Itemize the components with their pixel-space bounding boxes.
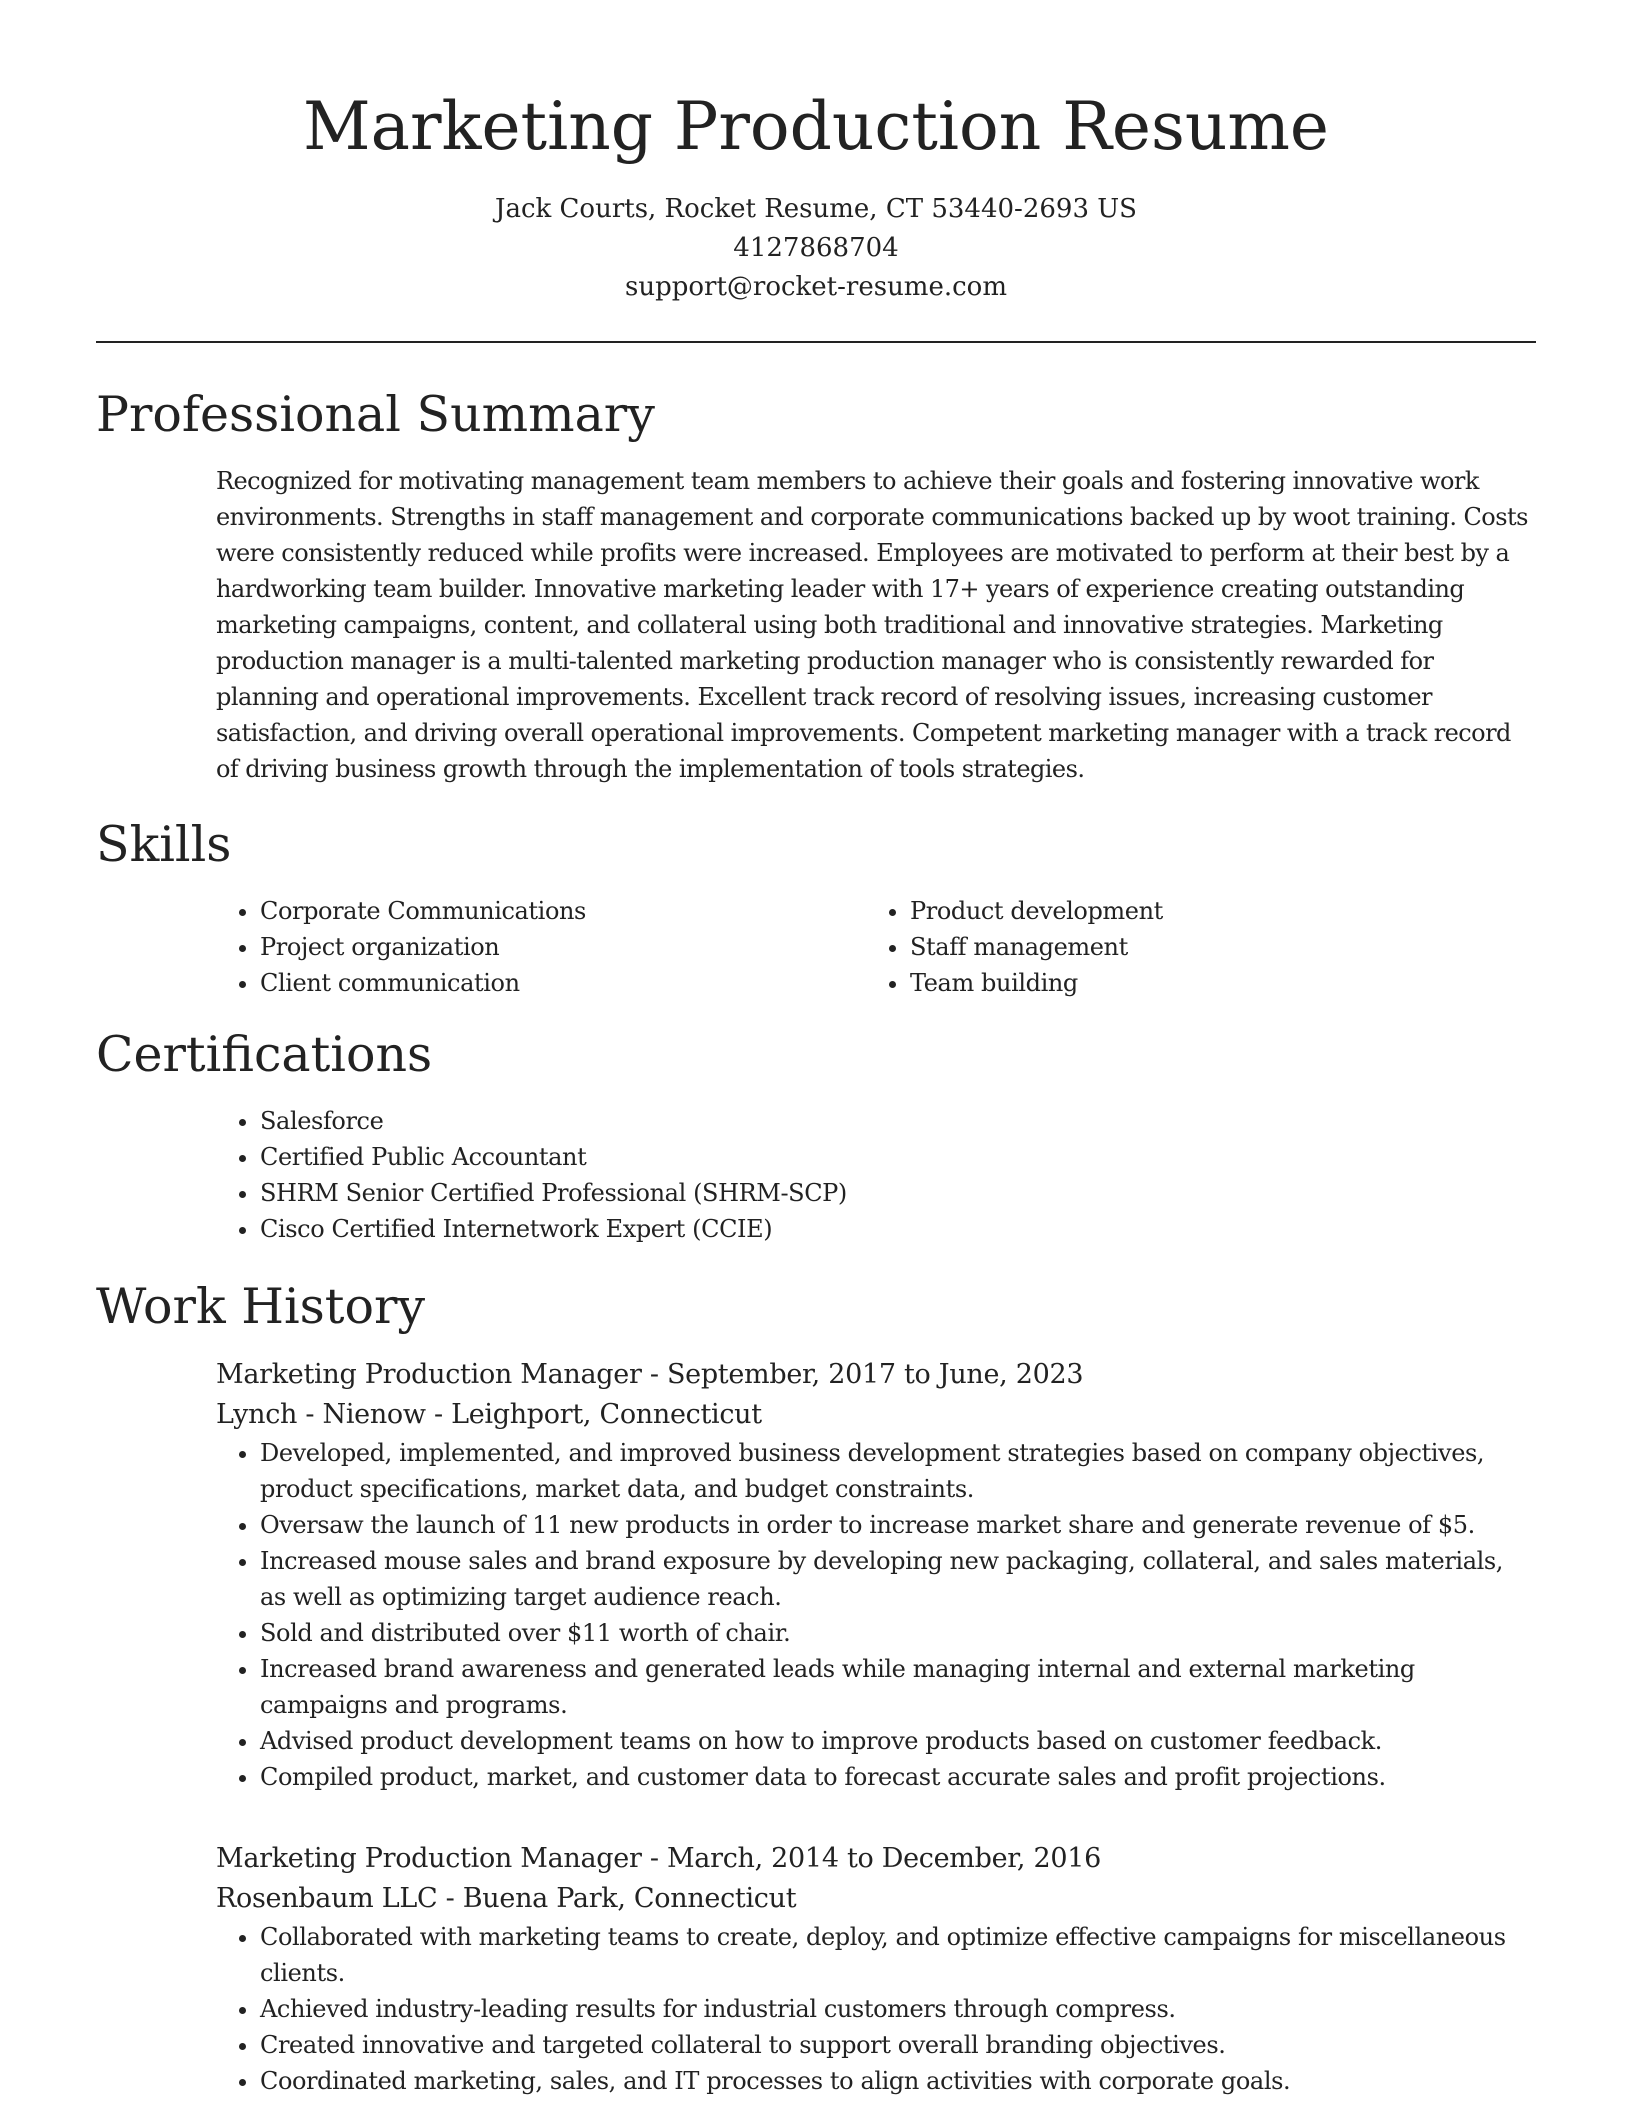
summary-text: Recognized for motivating management team members to achieve their goals and fostering innovative work environments. Strengths in staff management and corporate communications backed up by woot training. Costs were consistently reduced while profits were increased. Employees are motivated to perform at their best by a hardworking team builder. Innovative marketing leader with 17+ years of experience creating outstanding marketing campaigns, content, and collateral using both traditional and innovative strategies. Marketing production manager is a multi-talented marketing production manager who is consistently rewarded for planning and operational improvements. Excellent track record of resolving issues, increasing customer satisfaction, and driving overall operational improvements. Competent marketing manager with a track record of driving business growth through the implementation of tools strategies. (216, 467, 1528, 783)
job-bullet: • Created innovative and targeted collateral to support overall branding objectives. (260, 2027, 1536, 2063)
contact-email: support@rocket-resume.com (624, 272, 1007, 302)
job-bullet: • Sold and distributed over $11 worth of chair. (260, 1615, 1536, 1651)
skills-column-right (866, 893, 1516, 1001)
summary-heading: Professional Summary (96, 386, 655, 443)
job-bullet: • Oversaw the launch of 11 new products in order to increase market share and generate revenue of $5. (260, 1507, 1536, 1543)
summary-section (216, 463, 1536, 787)
certifications-heading: Certifications (96, 1026, 433, 1083)
header-divider (96, 341, 1536, 343)
job-title-line: Marketing Production Manager - September, 2017 to June, 2023 (216, 1359, 1084, 1390)
certifications-section (216, 1103, 1536, 1247)
certification-item: • Cisco Certified Internetwork Expert (CCIE) (260, 1211, 1536, 1247)
certification-item: • SHRM Senior Certified Professional (SHRM-SCP) (260, 1175, 1536, 1211)
contact-address: Jack Courts, Rocket Resume, CT 53440-2693 US (495, 194, 1137, 224)
resume-title: Marketing Production Resume (303, 88, 1329, 165)
job-bullet-list (216, 1435, 1536, 1795)
certification-item: • Certified Public Accountant (260, 1139, 1536, 1175)
contact-phone: 4127868704 (733, 233, 899, 263)
job-bullet: • Achieved industry-leading results for industrial customers through compress. (260, 1991, 1536, 2027)
job-bullet: • Collaborated with marketing teams to create, deploy, and optimize effective campaigns for miscellaneous clients. (260, 1919, 1536, 1991)
skill-item: • Client communication (260, 965, 866, 1001)
job-title-line: Marketing Production Manager - March, 2014 to December, 2016 (216, 1843, 1101, 1874)
skill-item: • Corporate Communications (260, 893, 866, 929)
job-bullet: • Advised product development teams on how to improve products based on customer feedback. (260, 1723, 1536, 1759)
skill-item: • Product development (910, 893, 1516, 929)
work-history-heading: Work History (96, 1278, 426, 1335)
skills-heading: Skills (96, 816, 232, 873)
job-bullet: • Developed, implemented, and improved business development strategies based on company objectives, product specifications, market data, and budget constraints. (260, 1435, 1536, 1507)
job-entry (216, 1839, 1536, 2099)
skill-item: • Team building (910, 965, 1516, 1001)
job-company-line: Lynch - Nienow - Leighport, Connecticut (216, 1399, 762, 1430)
skills-section (216, 893, 1536, 1001)
work-history-section (216, 1355, 1536, 2099)
skills-column-left (216, 893, 866, 1001)
resume-page (96, 0, 1536, 2099)
job-company-line: Rosenbaum LLC - Buena Park, Connecticut (216, 1883, 797, 1914)
job-entry (216, 1355, 1536, 1795)
job-bullet-list (216, 1919, 1536, 2099)
job-bullet: • Coordinated marketing, sales, and IT processes to align activities with corporate goals. (260, 2063, 1536, 2099)
job-bullet: • Compiled product, market, and customer data to forecast accurate sales and profit projections. (260, 1759, 1536, 1795)
skills-list-right (866, 893, 1516, 1001)
skill-item: • Project organization (260, 929, 866, 965)
contact-block (96, 190, 1536, 307)
skill-item: • Staff management (910, 929, 1516, 965)
certifications-list (216, 1103, 1536, 1247)
certification-item: • Salesforce (260, 1103, 1536, 1139)
job-bullet: • Increased brand awareness and generated leads while managing internal and external marketing campaigns and programs. (260, 1651, 1536, 1723)
skills-list-left (216, 893, 866, 1001)
job-bullet: • Increased mouse sales and brand exposure by developing new packaging, collateral, and sales materials, as well as optimizing target audience reach. (260, 1543, 1536, 1615)
